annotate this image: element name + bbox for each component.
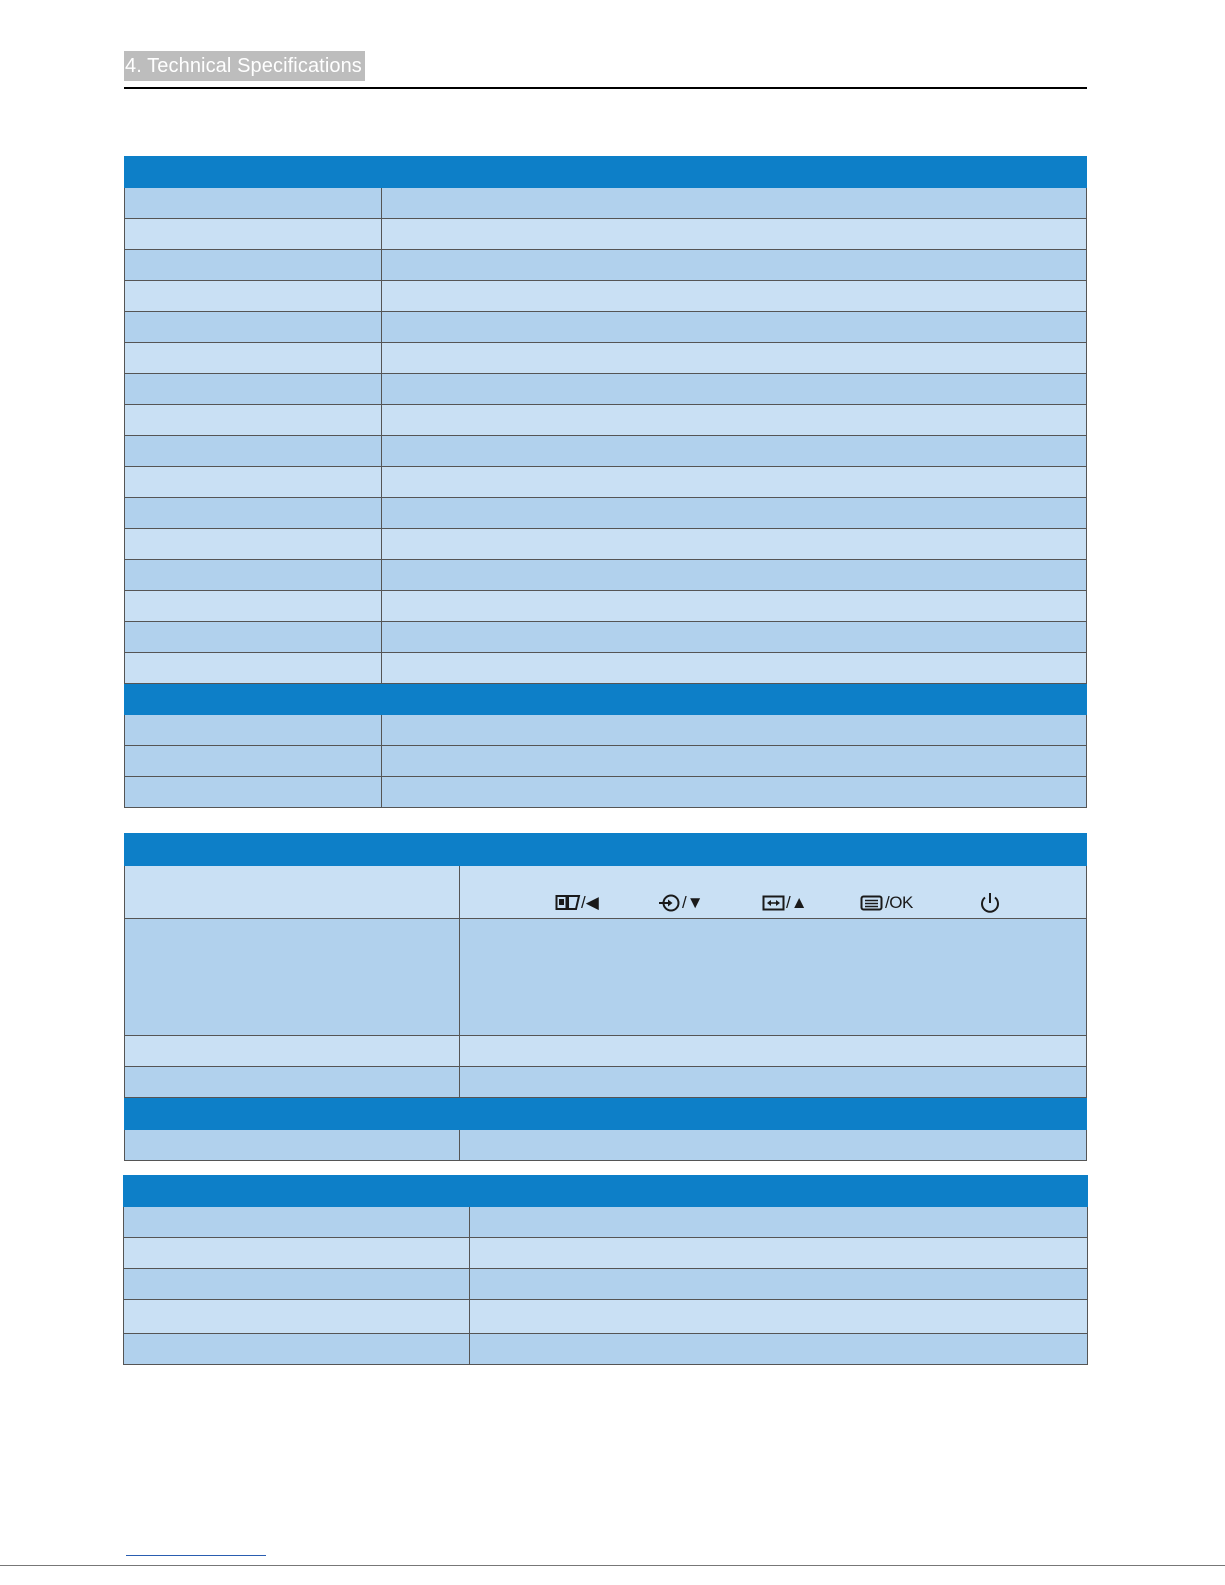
table-row <box>125 591 1087 622</box>
value-cell <box>382 715 1087 746</box>
label-cell <box>125 312 382 343</box>
label-cell <box>125 498 382 529</box>
table-row <box>124 1334 1088 1365</box>
format-icon <box>762 893 786 913</box>
table-row <box>125 219 1087 250</box>
table-row <box>125 436 1087 467</box>
table-row <box>124 1207 1088 1238</box>
table-row <box>125 777 1087 808</box>
value-cell <box>382 374 1087 405</box>
label-cell <box>125 919 460 1036</box>
value-cell <box>470 1269 1088 1300</box>
label-cell <box>124 1300 470 1334</box>
table-row <box>124 1269 1088 1300</box>
value-cell <box>382 560 1087 591</box>
table-row <box>125 560 1087 591</box>
label-cell <box>125 188 382 219</box>
power-icon <box>978 891 1002 915</box>
table-row <box>125 498 1087 529</box>
table-row <box>125 250 1087 281</box>
label-cell <box>125 529 382 560</box>
smart-image-key-label: /◀ <box>581 893 599 912</box>
input-key-label: /▼ <box>682 893 704 912</box>
table-row <box>125 343 1087 374</box>
value-cell <box>382 281 1087 312</box>
label-cell <box>125 436 382 467</box>
label-cell <box>125 715 382 746</box>
footer-link-underline[interactable] <box>126 1555 266 1556</box>
smart-image-icon <box>555 893 581 913</box>
value-cell <box>470 1300 1088 1334</box>
value-cell <box>382 746 1087 777</box>
section-header-row <box>124 1176 1088 1207</box>
label-cell <box>125 219 382 250</box>
table-row <box>125 529 1087 560</box>
table-row <box>125 1036 1087 1067</box>
value-cell <box>382 188 1087 219</box>
table-row <box>125 467 1087 498</box>
value-cell <box>460 1130 1087 1161</box>
table-row <box>125 715 1087 746</box>
menu-key <box>860 891 913 915</box>
spec-table-1 <box>124 156 1087 808</box>
value-cell <box>382 467 1087 498</box>
section-header-row <box>125 684 1087 715</box>
section-header-row <box>125 157 1087 188</box>
label-cell <box>125 653 382 684</box>
value-cell <box>382 529 1087 560</box>
table-row <box>125 374 1087 405</box>
table-row <box>125 919 1087 1036</box>
value-cell <box>382 343 1087 374</box>
label-cell <box>125 467 382 498</box>
footer-divider <box>0 1565 1225 1566</box>
label-cell <box>124 1334 470 1365</box>
table-row <box>125 653 1087 684</box>
value-cell <box>382 405 1087 436</box>
label-cell <box>124 1238 470 1269</box>
format-key-label: /▲ <box>786 893 808 912</box>
table-row <box>125 622 1087 653</box>
table-row <box>124 1238 1088 1269</box>
value-cell <box>460 1067 1087 1098</box>
table-row <box>125 188 1087 219</box>
label-cell <box>125 250 382 281</box>
section-header-cell <box>125 157 1087 188</box>
spec-table-2 <box>124 833 1087 1161</box>
menu-icon <box>860 893 884 913</box>
section-header-row <box>125 834 1087 866</box>
value-cell <box>382 777 1087 808</box>
label-cell <box>125 343 382 374</box>
label-cell <box>125 1067 460 1098</box>
input-source-icon <box>658 893 682 913</box>
label-cell <box>125 560 382 591</box>
spec-table-3 <box>123 1175 1088 1365</box>
value-cell <box>470 1238 1088 1269</box>
value-cell <box>382 219 1087 250</box>
value-cell <box>460 919 1087 1036</box>
label-cell <box>124 1207 470 1238</box>
power-key <box>978 891 1002 915</box>
section-header-cell <box>125 834 1087 866</box>
menu-key-label: /OK <box>885 893 913 912</box>
value-cell <box>382 653 1087 684</box>
value-cell <box>470 1207 1088 1238</box>
label-cell <box>125 746 382 777</box>
table-row <box>125 1130 1087 1161</box>
value-cell <box>382 622 1087 653</box>
control-keys-cell <box>460 866 1087 919</box>
label-cell <box>125 374 382 405</box>
label-cell <box>125 1036 460 1067</box>
value-cell <box>382 436 1087 467</box>
section-header-cell <box>125 1098 1087 1130</box>
table-row <box>125 866 1087 919</box>
value-cell <box>470 1334 1088 1365</box>
value-cell <box>382 250 1087 281</box>
table-row <box>125 405 1087 436</box>
label-cell <box>125 281 382 312</box>
section-header-row <box>125 1098 1087 1130</box>
value-cell <box>382 591 1087 622</box>
format-key <box>762 891 808 915</box>
value-cell <box>460 1036 1087 1067</box>
table-row <box>125 312 1087 343</box>
table-row <box>125 746 1087 777</box>
section-header-cell <box>125 684 1087 715</box>
input-key <box>658 891 704 915</box>
label-cell <box>125 622 382 653</box>
label-cell <box>125 866 460 919</box>
smart-image-key <box>555 891 599 915</box>
table-row <box>125 281 1087 312</box>
value-cell <box>382 498 1087 529</box>
table-row <box>124 1300 1088 1334</box>
value-cell <box>382 312 1087 343</box>
label-cell <box>125 405 382 436</box>
label-cell <box>125 1130 460 1161</box>
section-title-tab <box>124 51 365 81</box>
section-title: 4. Technical Specifications <box>125 55 362 77</box>
section-header-cell <box>124 1176 1088 1207</box>
label-cell <box>125 777 382 808</box>
header-divider <box>124 87 1087 89</box>
label-cell <box>124 1269 470 1300</box>
label-cell <box>125 591 382 622</box>
table-row <box>125 1067 1087 1098</box>
